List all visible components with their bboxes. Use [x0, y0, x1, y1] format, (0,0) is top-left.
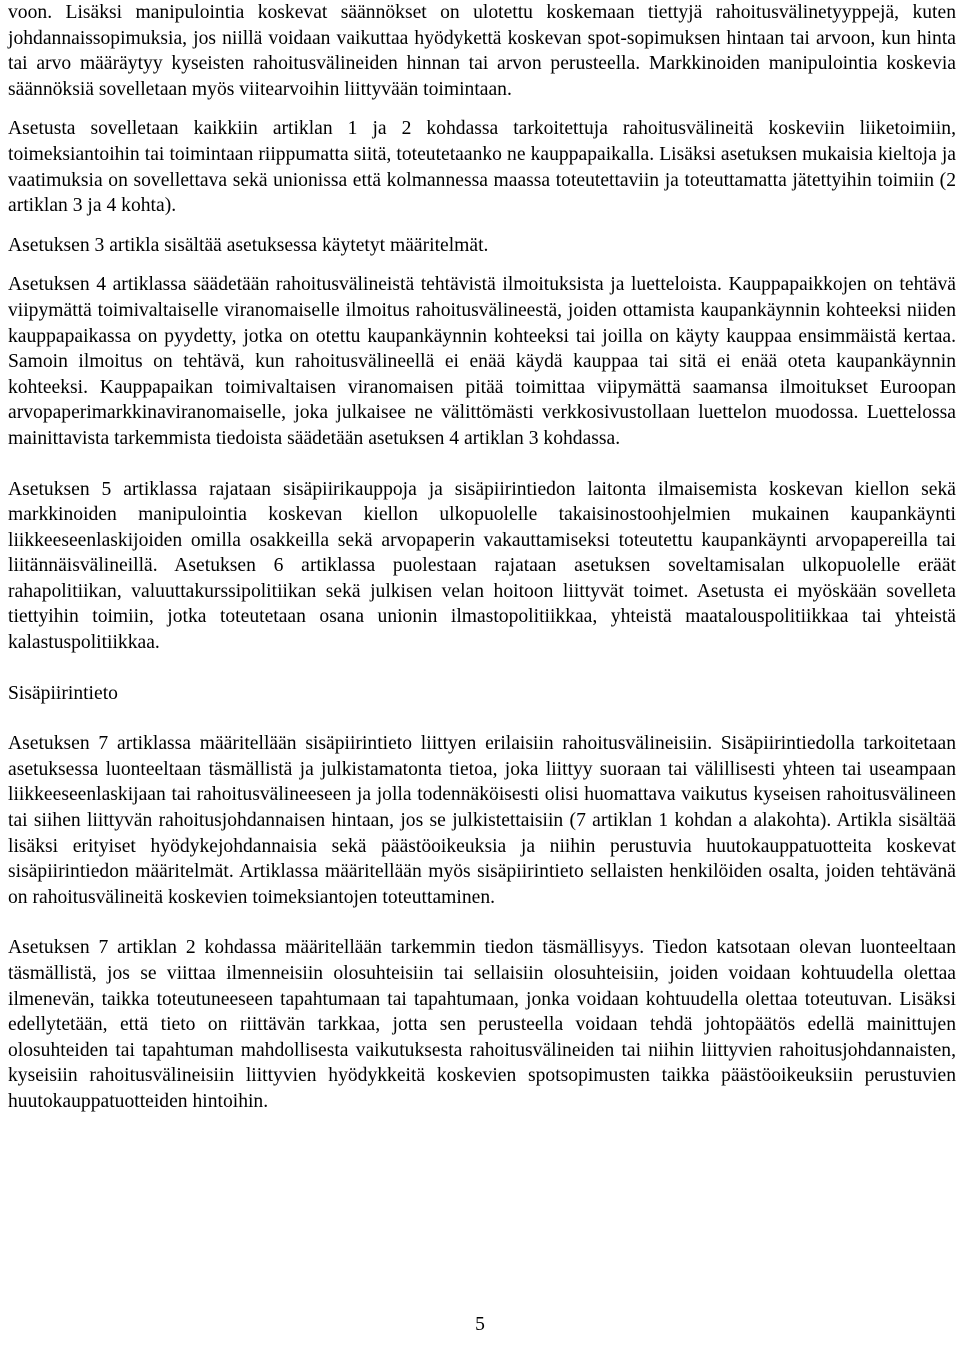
- paragraph-scope: Asetusta sovelletaan kaikkiin artiklan 1 ja 2 kohdassa tarkoitettuja rahoitusvälineitä koskeviin liiketoimiin, toimeksiantoihin tai toimintaan riippumatta siitä, toteutetaanko ne kauppapaikalla. Lisäksi asetuksen mukaisia kieltoja ja vaatimuksia on sovellettava sekä unionissa että kolmannessa maassa toteutettaviin ja toteuttamatta jätettyihin toimiin (2 artiklan 3 ja 4 kohta).: [8, 118, 956, 217]
- document-page: [8, 0, 956, 1115]
- paragraph-article-7-precision: Asetuksen 7 artiklan 2 kohdassa määritellään tarkemmin tiedon täsmällisyys. Tiedon katsotaan olevan luonteeltaan täsmällistä, jos se viittaa ilmenneisiin olosuhteisiin tai sellaisiin olosuhteisiin, joiden voidaan kohtuudella olettaa ilmenevän, taikka toteutuneeseen tapahtumaan tai tapahtumaan, jonka voidaan kohtuudella olettaa toteutuvan. Lisäksi edellytetään, että tieto on riittävän tarkkaa, jotta sen perusteella voidaan tehdä johtopäätös edellä mainittujen olosuhteiden tai tapahtuman mahdollisesta vaikutuksesta rahoitusvälineiden tai niihin liittyvien rahoitusjohdannaisten, kyseisiin rahoitusvälineisiin liittyvien hyödykkeitä koskevien spotsopimusten taikka päästöoikeuksiin perustuvien huutokauppatuotteiden hintoihin.: [8, 937, 956, 1112]
- paragraph-article-7-insider-info: Asetuksen 7 artiklassa määritellään sisäpiirintieto liittyen erilaisiin rahoitusvälineisiin. Sisäpiirintiedolla tarkoitetaan asetuksessa luonteeltaan täsmällistä ja julkistamatonta tietoa, joka liittyy suoraan tai välillisesti yhteen tai useampaan liikkeeseenlaskijaan tai rahoitusvälineeseen ja jolla todennäköisesti olisi huomattava vaikutus kyseisen rahoitusvälineen tai siihen liittyvän rahoitusjohdannaisen hintaan, jos se julkistettaisiin (7 artiklan 1 kohdan a alakohta). Artikla sisältää lisäksi erityiset hyödykejohdannaisia sekä päästöoikeuksia ja niihin perustuvia huutokauppatuotteita koskevat sisäpiirintiedon määritelmät. Artiklassa määritellään myös sisäpiirintieto sellaisten henkilöiden osalta, joiden tehtävänä on rahoitusvälineitä koskevien toimeksiantojen toteuttaminen.: [8, 733, 956, 908]
- paragraph-articles-5-6: Asetuksen 5 artiklassa rajataan sisäpiirikauppoja ja sisäpiirintiedon laitonta ilmaisemista koskevan kiellon sekä markkinoiden manipulointia koskevan kiellon ulkopuolelle takaisinostoohjelmien mukainen kaupankäynti liikkeeseenlaskijoiden omilla osakkeilla sekä arvopaperin vakauttamiseksi toteutettu kaupankäynti arvopapereilla tai liitännäisvälineillä. Asetuksen 6 artiklassa puolestaan rajataan asetuksen soveltamisalan ulkopuolelle eräät rahapolitiikan, valuuttakurssipolitiikan sekä julkisen velan hoitoon liittyvät toimet. Asetusta ei myöskään sovelleta tiettyihin toimiin, jotka toteutetaan osana unionin ilmastopolitiikkaa, yhteistä maatalouspolitiikkaa tai yhteistä kalastuspolitiikkaa.: [8, 478, 956, 654]
- section-heading: Sisäpiirintieto: [8, 682, 118, 704]
- paragraph-manipulation-continued: voon. Lisäksi manipulointia koskevat säännökset on ulotettu koskemaan tiettyjä rahoitusvälinetyyppejä, kuten johdannaissopimuksia, jos niillä voidaan vaikuttaa hyödykettä koskevan spot-sopimuksen hintaan tai arvoon, kun hinta tai arvo määräytyy kyseisten rahoitusvälineiden hinnan tai arvon perusteella. Markkinoiden manipulointia koskevia säännöksiä sovelletaan myös viitearvoihin liittyvään toimintaan.: [8, 2, 956, 100]
- paragraph-article-4: Asetuksen 4 artiklassa säädetään rahoitusvälineistä tehtävistä ilmoituksista ja luetteloista. Kauppapaikkojen on tehtävä viipymättä toimivaltaiselle viranomaiselle ilmoitus rahoitusvälineestä, joiden ottamista kaupankäynnin kohteeksi niiden kauppapaikassa on pyydetty, jotka on otettu kaupankäynnin kohteeksi tai joilla on käyty kauppaa ensimmäistä kertaa. Samoin ilmoitus on tehtävä, kun rahoitusvälineellä ei enää käydä kauppaa tai sitä ei enää oteta kaupankäynnin kohteeksi. Kauppapaikan toimivaltaisen viranomaisen pitää toimittaa viipymättä saamansa ilmoitukset Euroopan arvopaperimarkkinaviranomaiselle, joka julkaisee ne välittömästi verkkosivustollaan luettelon muodossa. Luettelossa mainittavista tarkemmista tiedoista säädetään asetuksen 4 artiklan 3 kohdassa.: [8, 274, 956, 449]
- paragraph-article-3: Asetuksen 3 artikla sisältää asetuksessa käytetyt määritelmät.: [8, 234, 489, 256]
- page-number: 5: [475, 1314, 485, 1335]
